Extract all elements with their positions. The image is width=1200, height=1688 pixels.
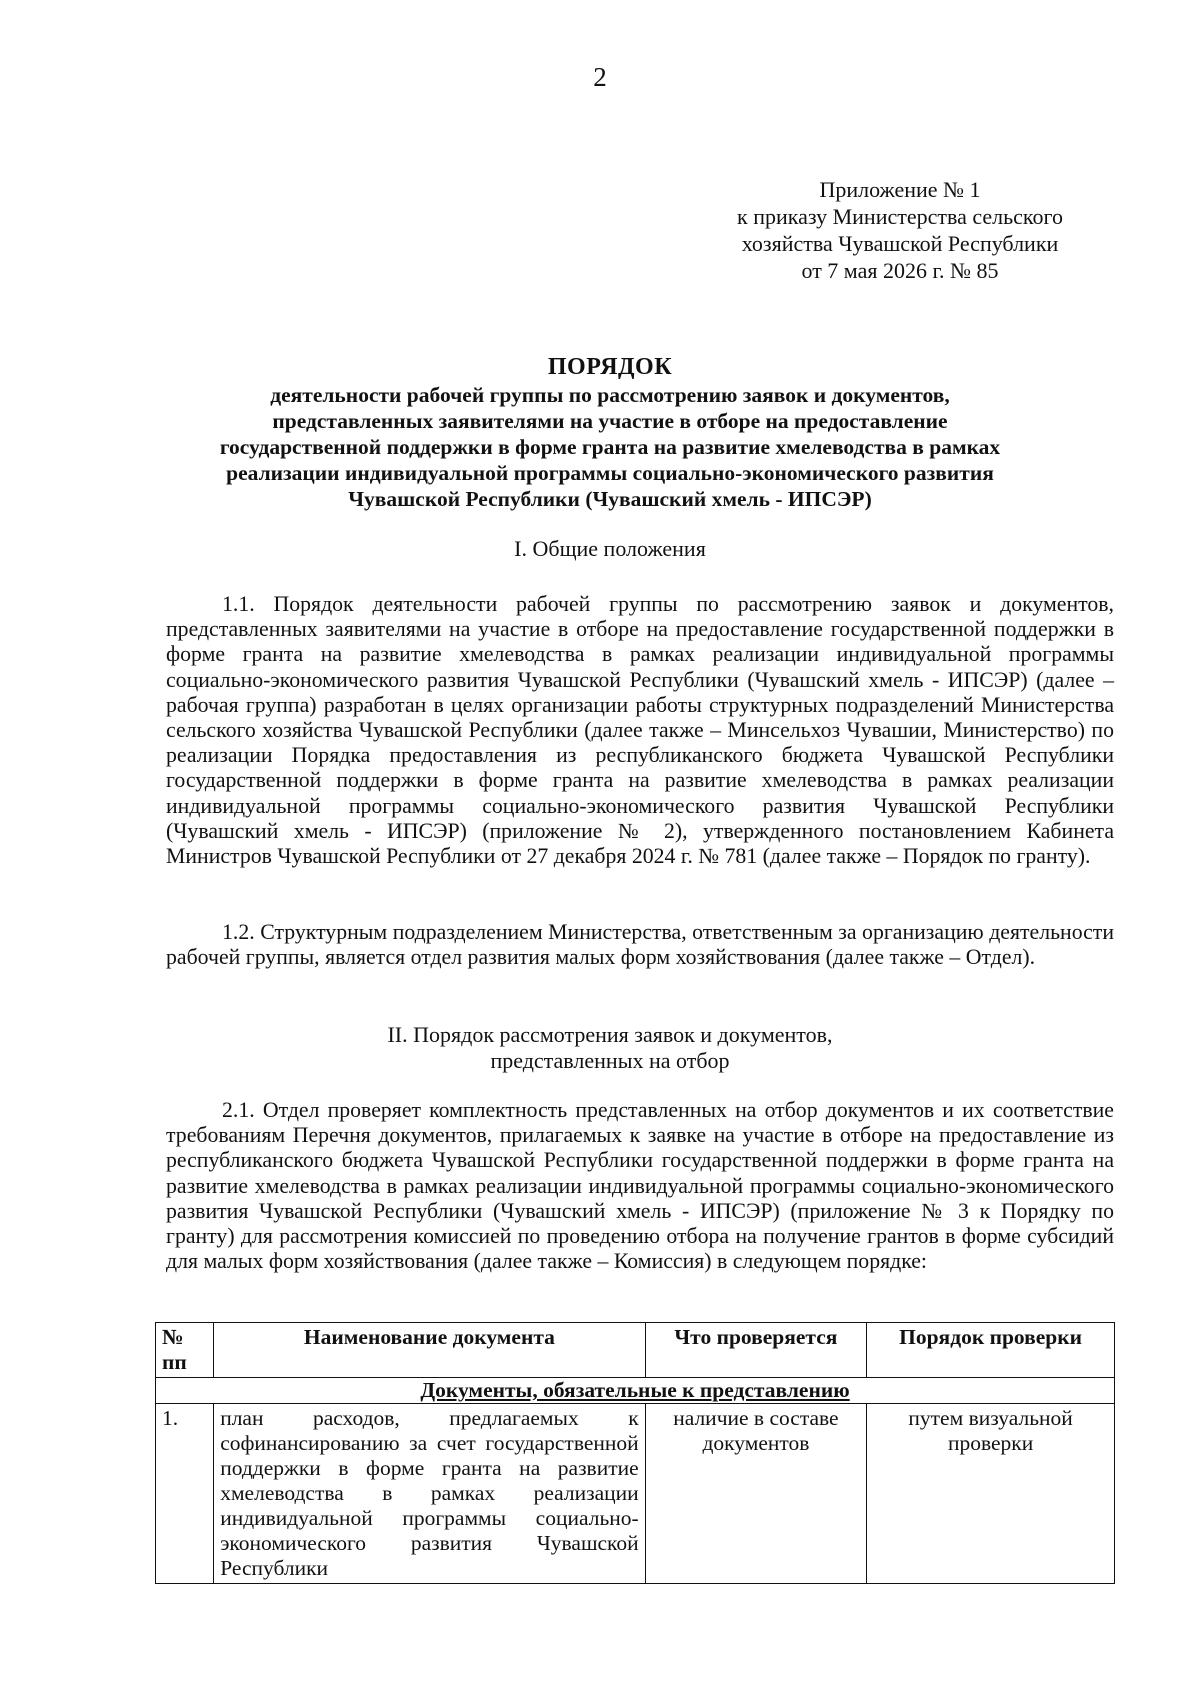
title-subtitle-line-5: Чувашской Республики (Чувашский хмель - ИПСЭР) [348, 487, 872, 511]
header-what: Что проверяется [645, 1323, 867, 1378]
table-group-row [156, 1378, 1115, 1404]
title-subtitle-line-2: представленных заявителями на участие в отборе на предоставление [272, 409, 948, 433]
documents-table [155, 1322, 1115, 1584]
title-subtitle-line-3: государственной поддержки в форме гранта на развитие хмелеводства в рамках [219, 435, 1001, 459]
row-document-name: план расходов, предлагаемых к софинансированию за счет государственной поддержки в форме гранта на развитие хмелеводства в рамках реализации индивидуальной программы социально-экономического развития Чувашской Республики [214, 1404, 645, 1584]
title-subtitle-line-4: реализации индивидуальной программы социально-экономического развития [226, 461, 994, 485]
appendix-line-4: от 7 мая 2026 г. № 85 [801, 258, 999, 283]
table-row [156, 1404, 1115, 1584]
document-title [150, 352, 1070, 512]
row-num: 1. [156, 1404, 214, 1584]
section-1-heading: I. Общие положения [514, 536, 706, 561]
title-main: ПОРЯДОК [547, 354, 673, 380]
appendix-block [700, 176, 1100, 284]
paragraph-1-1: 1.1. Порядок деятельности рабочей группы по рассмотрению заявок и документов, представленных заявителями на участие в отборе на предоставление государственной поддержки в форме гранта на развитие хмелеводства в рамках реализации индивидуальной программы социально-экономического развития Чувашской Республики (Чувашский хмель - ИПСЭР) (далее – рабочая группа) разработан в целях организации работы структурных подразделений Министерства сельского хозяйства Чувашской Республики (далее также – Минсельхоз Чувашии, Министерство) по реализации Порядка предоставления из республиканского бюджета Чувашской Республики государственной поддержки в форме гранта на развитие хмелеводства в рамках реализации индивидуальной программы социально-экономического развития Чувашской Республики (Чувашский хмель - ИПСЭР) (приложение № 2), утвержденного постановлением Кабинета Министров Чувашской Республики от 27 декабря 2024 г. № 781 (далее также – Порядок по гранту). [166, 592, 1114, 869]
header-how: Порядок проверки [867, 1323, 1115, 1378]
section-2-heading-line-2: представленных на отбор [490, 1048, 730, 1073]
page-number: 2 [593, 62, 607, 92]
appendix-line-3: хозяйства Чувашской Республики [741, 231, 1059, 256]
header-num: № пп [156, 1323, 214, 1378]
row-check-method: путем визуальной проверки [867, 1404, 1115, 1584]
section-2-heading-line-1: II. Порядок рассмотрения заявок и документов, [387, 1022, 833, 1047]
header-name: Наименование документа [214, 1323, 645, 1378]
paragraph-2-1: 2.1. Отдел проверяет комплектность представленных на отбор документов и их соответствие требованиям Перечня документов, прилагаемых к заявке на участие в отборе на предоставление из республиканского бюджета Чувашской Республики государственной поддержки в форме гранта на развитие хмелеводства в рамках реализации индивидуальной программы социально-экономического развития Чувашской Республики (Чувашский хмель - ИПСЭР) (приложение № 3 к Порядку по гранту) для рассмотрения комиссией по проведению отбора на получение грантов в форме субсидий для малых форм хозяйствования (далее также – Комиссия) в следующем порядке: [166, 1098, 1114, 1274]
group-label: Документы, обязательные к представлению [156, 1378, 1115, 1404]
paragraph-1-2: 1.2. Структурным подразделением Министерства, ответственным за организацию деятельности рабочей группы, является отдел развития малых форм хозяйствования (далее также – Отдел). [166, 920, 1114, 970]
appendix-line-1: Приложение № 1 [819, 177, 981, 202]
title-subtitle-line-1: деятельности рабочей группы по рассмотрению заявок и документов, [270, 383, 950, 407]
row-what-checked: наличие в составе документов [645, 1404, 867, 1584]
table-header-row [156, 1323, 1115, 1378]
appendix-line-2: к приказу Министерства сельского [737, 204, 1063, 229]
section-2-heading [150, 1022, 1070, 1074]
